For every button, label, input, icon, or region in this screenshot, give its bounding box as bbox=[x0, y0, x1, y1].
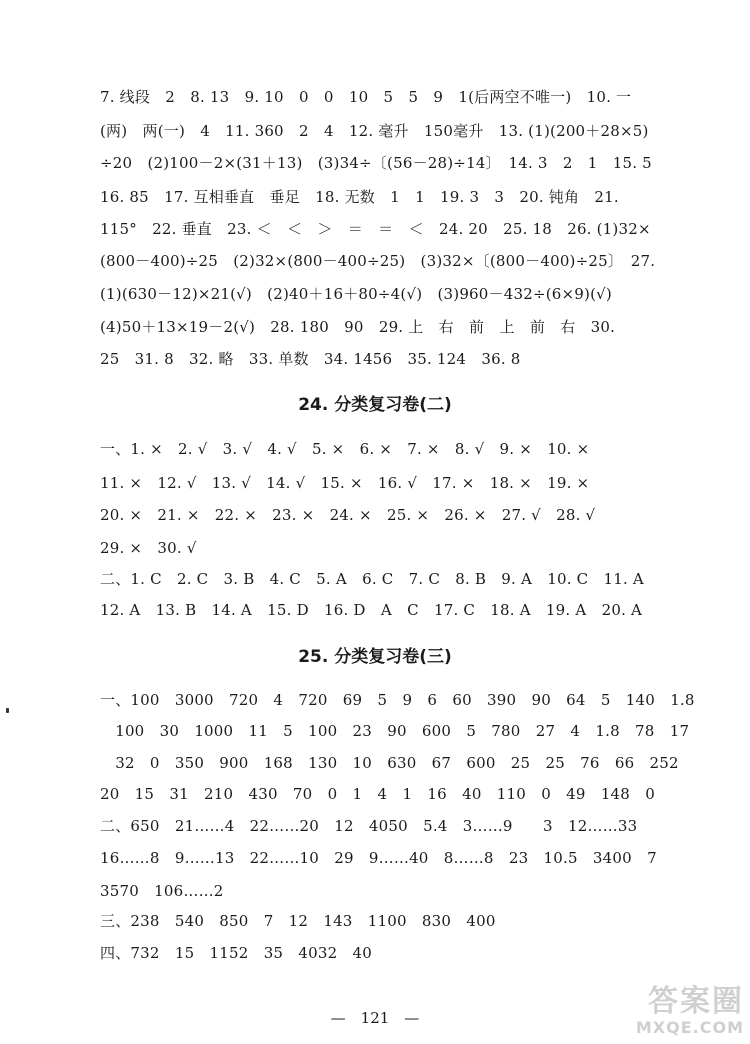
answer-line: 11. × 12. √ 13. √ 14. √ 15. × 16. √ 17. × 18. × 19. × bbox=[100, 474, 590, 492]
answer-line: 16. 85 17. 互相垂直 垂足 18. 无数 1 1 19. 3 3 20. 钝角 21. bbox=[100, 188, 619, 206]
answer-line: 二、650 21……4 22……20 12 4050 5.4 3……9 3 12……33 bbox=[100, 817, 638, 835]
answer-line: 3570 106……2 bbox=[100, 882, 224, 900]
answer-line: 三、238 540 850 7 12 143 1100 830 400 bbox=[100, 912, 496, 930]
answer-line: (4)50＋13×19－2(√) 28. 180 90 29. 上 右 前 上 前 右 30. bbox=[100, 318, 616, 336]
watermark-top-text: 答案圈 bbox=[648, 984, 744, 1019]
page-number: — 121 — bbox=[330, 1009, 420, 1027]
answer-line: 20. × 21. × 22. × 23. × 24. × 25. × 26. × 27. √ 28. √ bbox=[100, 506, 596, 524]
answer-line: 一、1. × 2. √ 3. √ 4. √ 5. × 6. × 7. × 8. √ 9. × 10. × bbox=[100, 440, 590, 458]
answer-line: 100 30 1000 11 5 100 23 90 600 5 780 27 4 1.8 78 17 bbox=[100, 722, 690, 740]
answer-line: 20 15 31 210 430 70 0 1 4 1 16 40 110 0 49 148 0 bbox=[100, 785, 655, 803]
answer-line: (1)(630－12)×21(√) (2)40＋16＋80÷4(√) (3)960－432÷(6×9)(√) bbox=[100, 285, 612, 303]
stray-mark bbox=[6, 708, 9, 713]
answer-line: 四、732 15 1152 35 4032 40 bbox=[100, 944, 373, 962]
answer-line: 一、100 3000 720 4 720 69 5 9 6 60 390 90 64 5 140 1.8 bbox=[100, 691, 695, 709]
answer-line: 二、1. C 2. C 3. B 4. C 5. A 6. C 7. C 8. B 9. A 10. C 11. A bbox=[100, 570, 644, 588]
answer-line: 7. 线段 2 8. 13 9. 10 0 0 10 5 5 9 1(后两空不唯一) 10. 一 bbox=[100, 88, 632, 106]
section-heading-25: 25. 分类复习卷(三) bbox=[298, 647, 452, 667]
answer-line: (两) 两(一) 4 11. 360 2 4 12. 毫升 150毫升 13. (1)(200＋28×5) bbox=[100, 122, 649, 140]
answer-line: 115° 22. 垂直 23. ＜ ＜ ＞ ＝ ＝ ＜ 24. 20 25. 18 26. (1)32× bbox=[100, 220, 651, 238]
watermark-bottom-text: MXQE.COM bbox=[635, 1018, 744, 1037]
watermark-logo bbox=[604, 986, 744, 1040]
answer-line: 25 31. 8 32. 略 33. 单数 34. 1456 35. 124 36. 8 bbox=[100, 350, 521, 368]
answer-line: 16……8 9……13 22……10 29 9……40 8……8 23 10.5 3400 7 bbox=[100, 849, 657, 867]
answer-line: ÷20 (2)100－2×(31＋13) (3)34÷〔(56－28)÷14〕 14. 3 2 1 15. 5 bbox=[100, 154, 652, 172]
section-heading-24: 24. 分类复习卷(二) bbox=[298, 395, 452, 415]
answer-line: 32 0 350 900 168 130 10 630 67 600 25 25 76 66 252 bbox=[100, 754, 679, 772]
answer-line: (800－400)÷25 (2)32×(800－400÷25) (3)32×〔(800－400)÷25〕 27. bbox=[100, 252, 656, 270]
answer-line: 12. A 13. B 14. A 15. D 16. D A C 17. C 18. A 19. A 20. A bbox=[100, 601, 643, 619]
answer-line: 29. × 30. √ bbox=[100, 539, 197, 557]
